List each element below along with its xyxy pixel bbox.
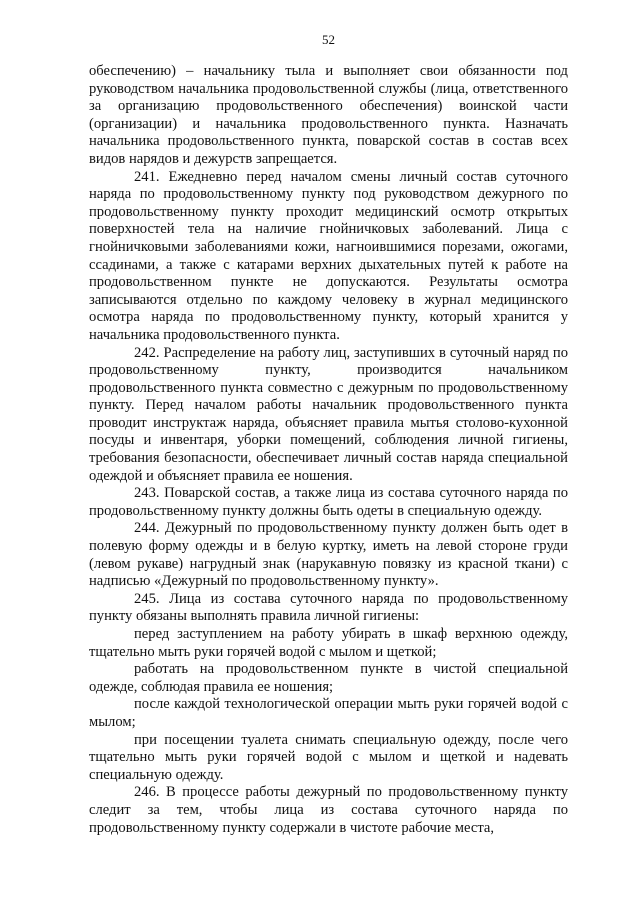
paragraph-246: 246. В процессе работы дежурный по продовольственному пункту следит за тем, чтобы лица из состава суточного наряда по продовольственному пункту содержали в чистоте рабочие места, [89,784,568,836]
paragraph-243: 243. Поварской состав, а также лица из состава суточного наряда по продовольственному пункту должны быть одеты в специальную одежду. [89,485,568,519]
list-item-hygiene-3: после каждой технологической операции мыть руки горячей водой с мылом; [89,696,568,730]
list-item-hygiene-1: перед заступлением на работу убирать в шкаф верхнюю одежду, тщательно мыть руки горячей водой с мылом и щеткой; [89,626,568,660]
list-item-hygiene-2: работать на продовольственном пункте в чистой специальной одежде, соблюдая правила ее ношения; [89,661,568,695]
page-number: 52 [322,32,335,47]
paragraph-241: 241. Ежедневно перед началом смены личный состав суточного наряда по продовольственному пункту под руководством дежурного по продовольственному пункту проходит медицинский осмотр открытых поверхностей тела на наличие гнойничковых заболеваний. Лица с гнойничковыми заболеваниями кожи, нагноившимися порезами, ожогами, ссадинами, а также с катарами верхних дыхательных путей к работе на продовольственном пункте не допускаются. Результаты осмотра записываются отдельно по каждому человеку в журнал медицинского осмотра наряда по продовольственному пункту, который хранится у начальника продовольственного пункта. [89,168,568,343]
list-item-hygiene-4: при посещении туалета снимать специальную одежду, после чего тщательно мыть руки горячей водой с мылом и щеткой и надевать специальную одежду. [89,731,568,783]
paragraph-245: 245. Лица из состава суточного наряда по продовольственному пункту обязаны выполнять правила личной гигиены: [89,590,568,625]
paragraph-intro: обеспечению) – начальнику тыла и выполняет свои обязанности под руководством начальника продовольственной службы (лица, ответственного за организацию продовольственного обеспечения) воинской части (организации) и начальника продовольственного пункта. Назначать начальника продовольственного пункта, поварской состав в состав всех видов нарядов и дежурств запрещается. [89,63,568,167]
paragraph-242: 242. Распределение на работу лиц, заступивших в суточный наряд по продовольственному пункту, производится начальником продовольственного пункта совместно с дежурным по продовольственному пункту. Перед началом работы начальник продовольственного пункта проводит инструктаж наряда, объясняет правила мытья столово-кухонной посуды и инвентаря, уборки помещений, соблюдения личной гигиены, требования безопасности, обеспечивает личный состав наряда специальной одеждой и объясняет правила ее ношения. [89,344,568,484]
paragraph-244: 244. Дежурный по продовольственному пункту должен быть одет в полевую форму одежды и в белую куртку, иметь на левой стороне груди (левом рукаве) нагрудный знак (нарукавную повязку из красной ткани) с надписью «Дежурный по продовольственному пункту». [89,520,568,590]
